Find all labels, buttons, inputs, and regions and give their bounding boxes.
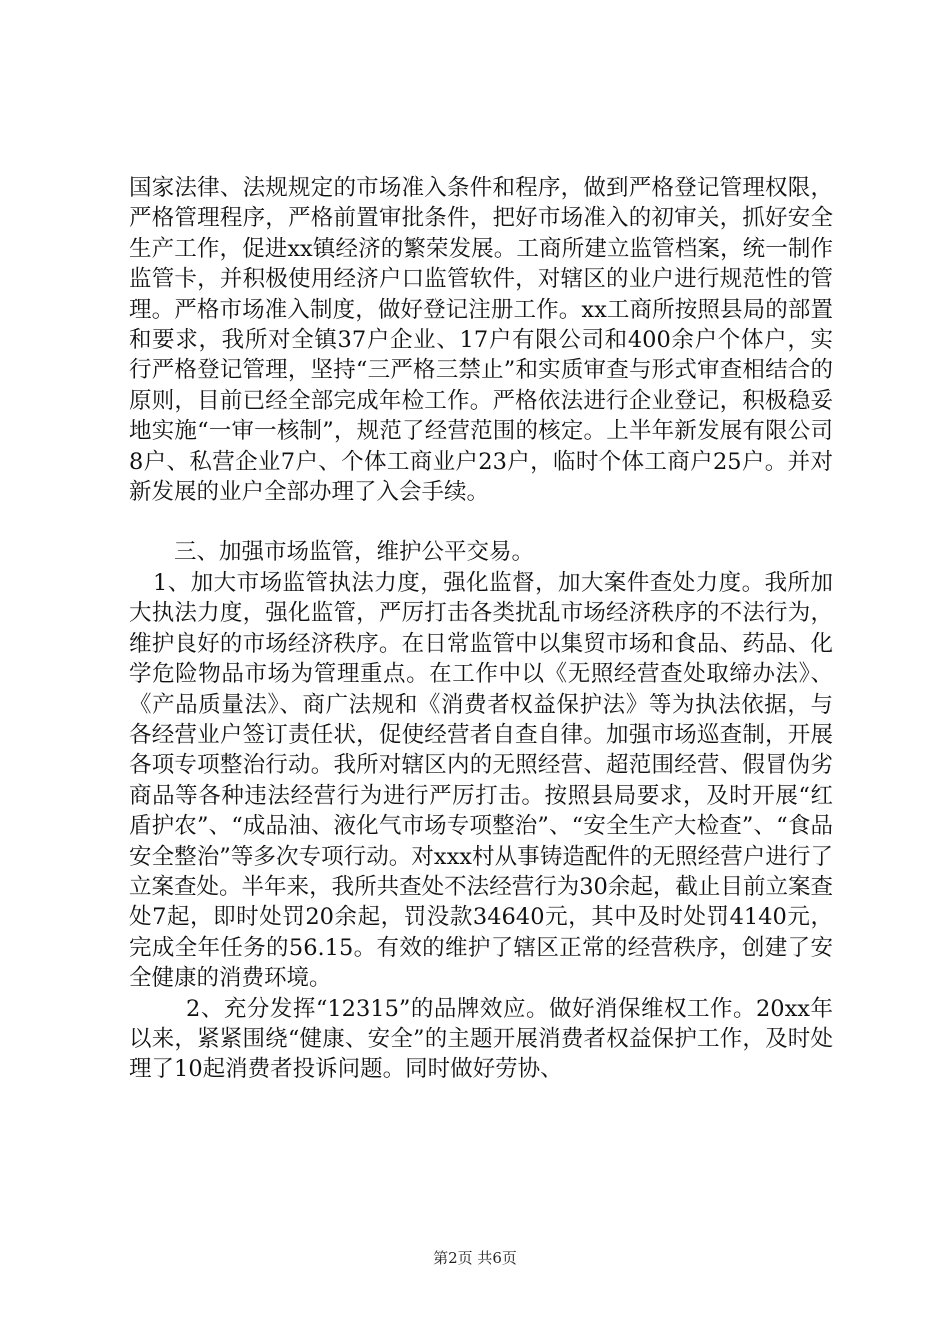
- paragraph-12315-consumer-rights: 2、充分发挥“12315”的品牌效应。做好消保维权工作。20xx年以来，紧紧围绕“健康、安全”的主题开展消费者权益保护工作，及时处理了10起消费者投诉问题。同时做好劳协、: [129, 995, 833, 1083]
- section-heading-market-supervision: 三、加强市场监管，维护公平交易。: [174, 539, 535, 566]
- paragraph-law-enforcement: 1、加大市场监管执法力度，强化监督，加大案件查处力度。我所加大执法力度，强化监管，严厉打击各类扰乱市场经济秩序的不法行为，维护良好的市场经济秩序。在日常监管中以集贸市场和食品、药品、化学危险物品市场为管理重点。在工作中以《无照经营查处取缔办法》、《产品质量法》、商广法规和《消费者权益保护法》等为执法依据，与各经营业户签订责任状，促使经营者自查自律。加强市场巡查制，开展各项专项整治行动。我所对辖区内的无照经营、超范围经营、假冒伪劣商品等各种违法经营行为进行严厉打击。按照县局要求，及时开展“红盾护农”、“成品油、液化气市场专项整治”、“安全生产大检查”、“食品安全整治”等多次专项行动。对xxx村从事铸造配件的无照经营户进行了立案查处。半年来，我所共查处不法经营行为30余起，截止目前立案查处7起，即时处罚20余起，罚没款34640元，其中及时处罚4140元，完成全年任务的56.15。有效的维护了辖区正常的经营秩序，创建了安全健康的消费环境。: [129, 569, 833, 992]
- paragraph-market-access: 国家法律、法规规定的市场准入条件和程序，做到严格登记管理权限，严格管理程序，严格前置审批条件，把好市场准入的初审关，抓好安全生产工作，促进xx镇经济的繁荣发展。工商所建立监管档案，统一制作监管卡，并积极使用经济户口监管软件，对辖区的业户进行规范性的管理。严格市场准入制度，做好登记注册工作。xx工商所按照县局的部置和要求，我所对全镇37户企业、17户有限公司和400余户个体户，实行严格登记管理，坚持“三严格三禁止”和实质审查与形式审查相结合的原则，目前已经全部完成年检工作。严格依法进行企业登记，积极稳妥地实施“一审一核制”，规范了经营范围的核定。上半年新发展有限公司8户、私营企业7户、个体工商业户23户，临时个体工商户25户。并对新发展的业户全部办理了入会手续。: [129, 175, 833, 506]
- document-body: [129, 173, 833, 1085]
- page-number-footer: 第2页 共6页: [433, 1249, 517, 1267]
